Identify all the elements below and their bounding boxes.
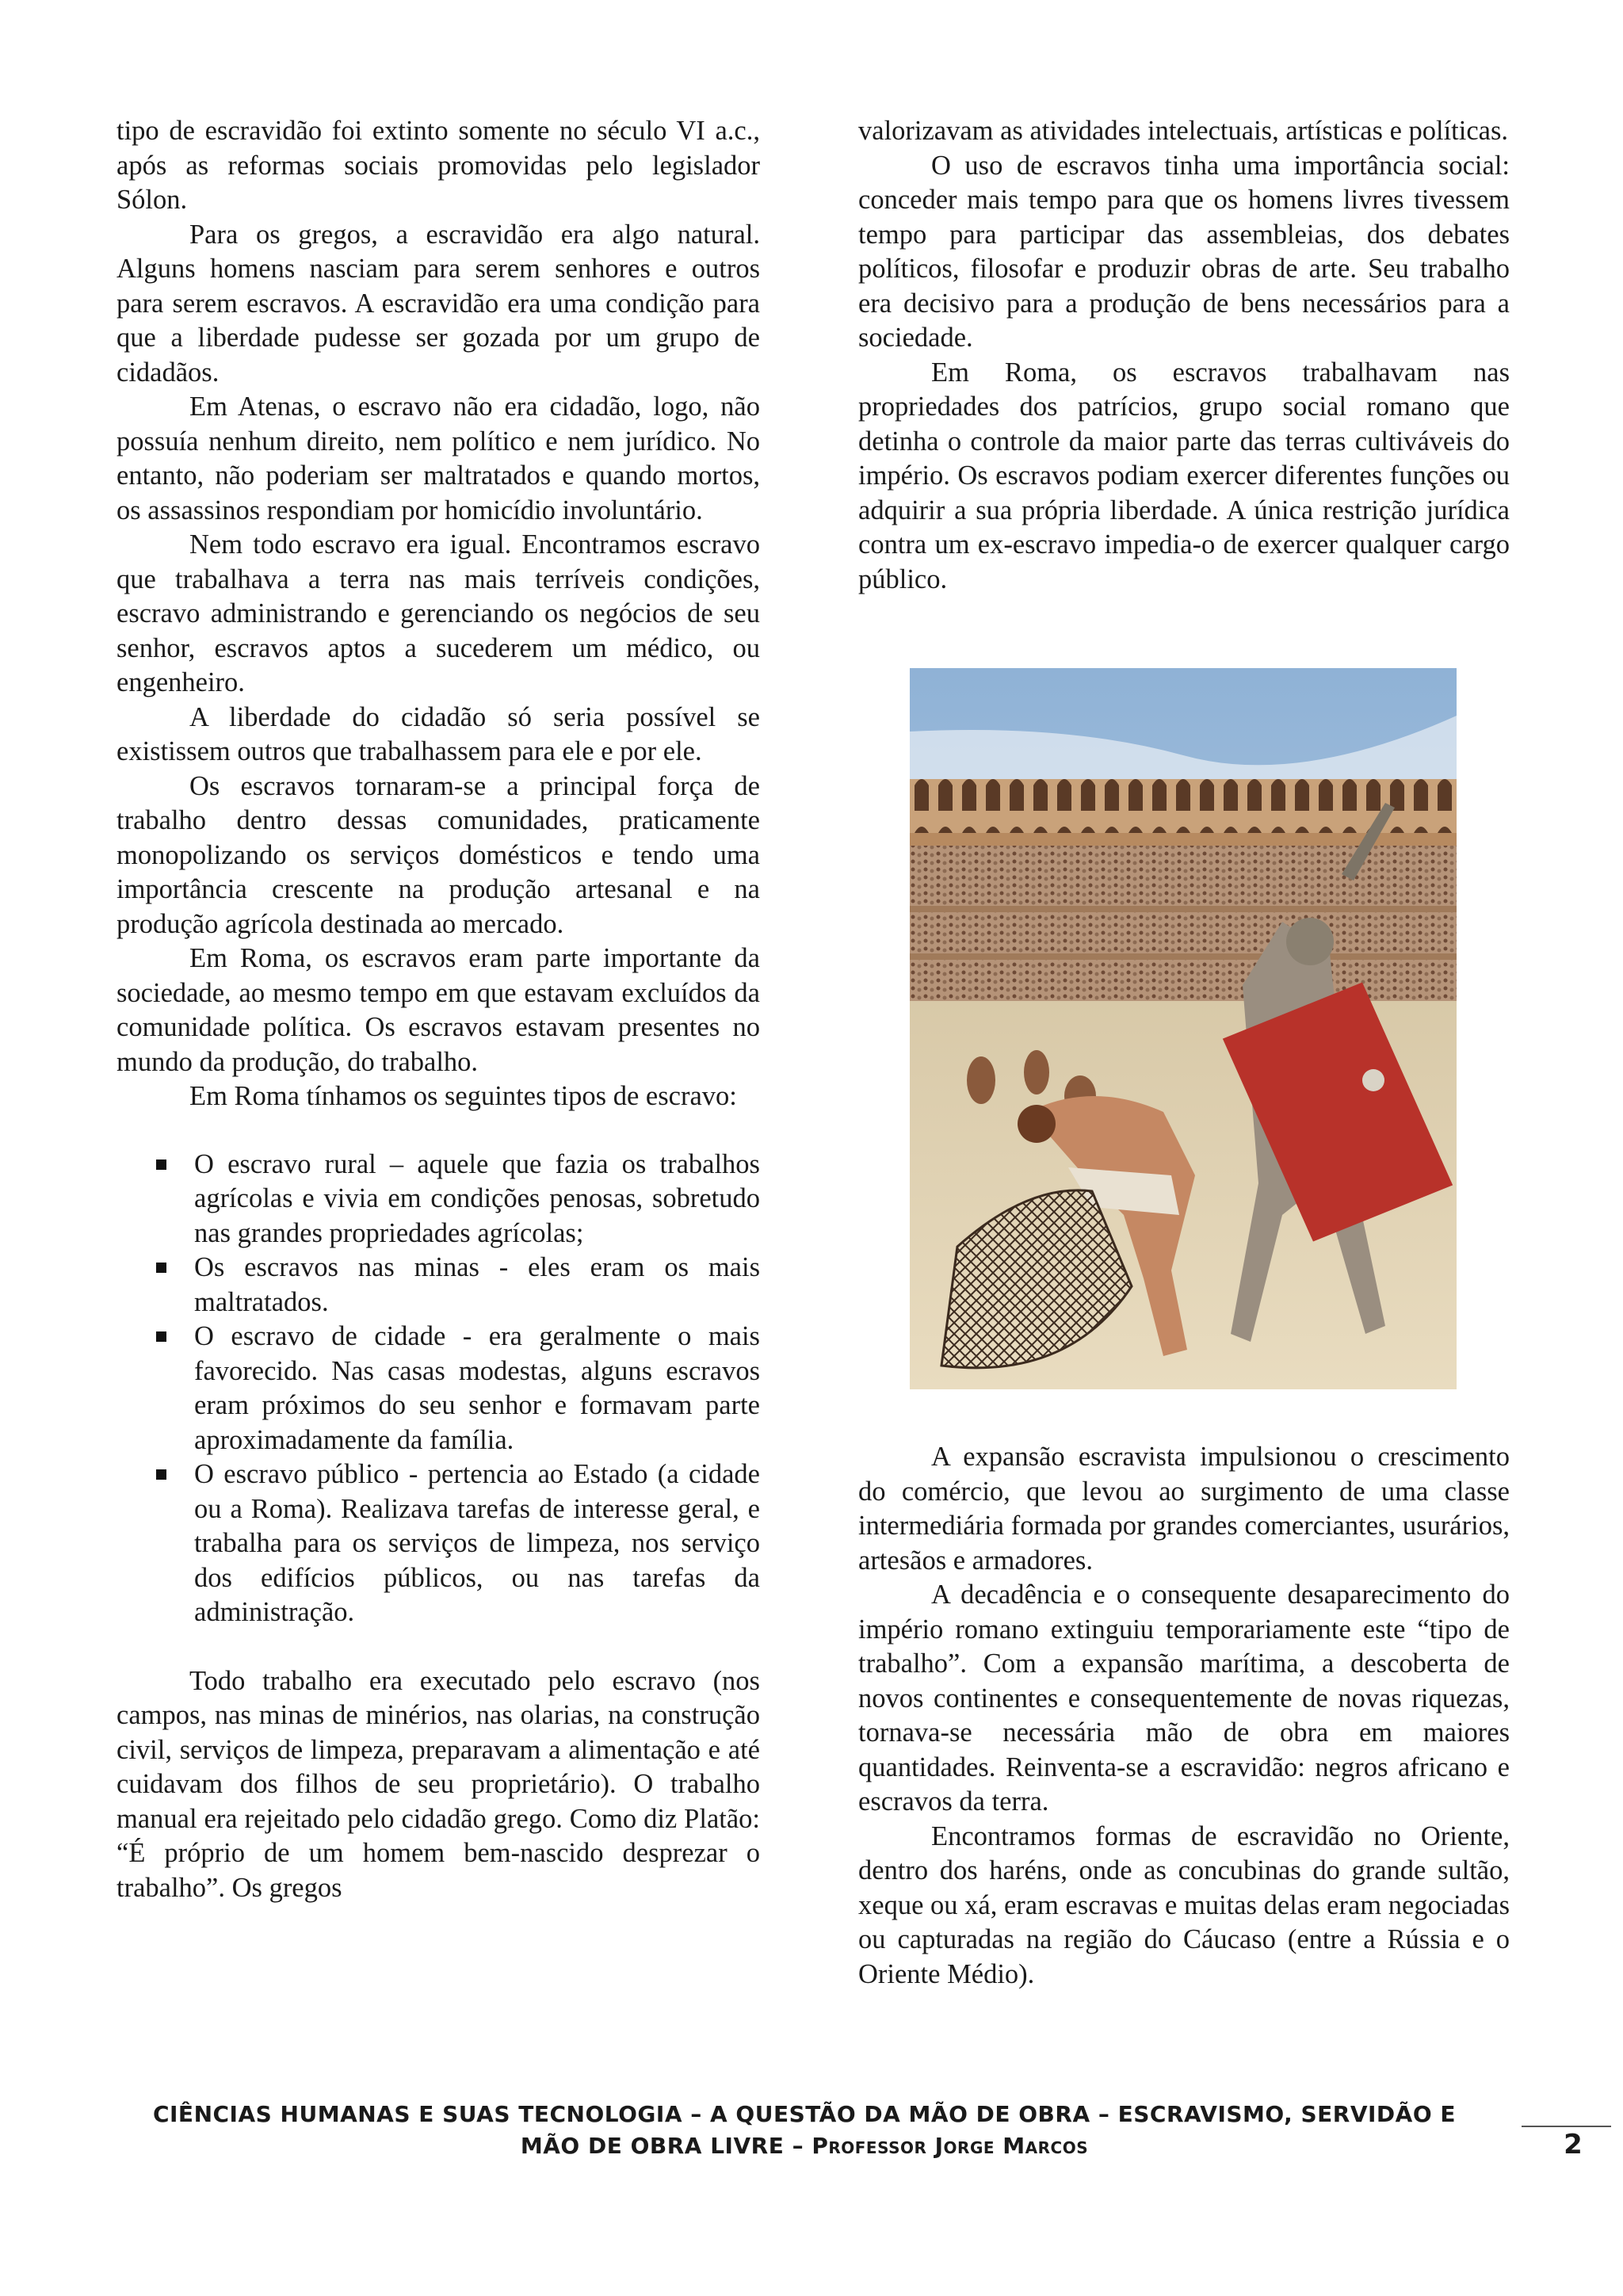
paragraph: Para os gregos, a escravidão era algo natural. Alguns homens nasciam para serem senhores e outros para serem escravos. A escravidão era uma condição para que a liberdade pudesse ser gozada por um grupo de cidadãos. [116, 219, 760, 388]
list-item [116, 1251, 760, 1320]
footer-title-end: MÃO DE OBRA LIVRE – [520, 2133, 804, 2159]
footer-author: Professor Jorge Marcos [812, 2133, 1089, 2159]
paragraph: A expansão escravista impulsionou o crescimento do comércio, que levou ao surgimento de uma classe intermediária formada por grandes comerciantes, usurários, artesãos e armadores. [858, 1442, 1510, 1576]
paragraph: Nem todo escravo era igual. Encontramos escravo que trabalhava a terra nas mais terríveis condições, escravo administrando e gerenciando os negócios de seu senhor, escravos aptos a sucederem um médico, ou engenheiro. [116, 529, 760, 697]
paragraph: Em Atenas, o escravo não era cidadão, logo, não possuía nenhum direito, nem político e nem jurídico. No entanto, não poderiam ser maltratados e quando mortos, os assassinos respondiam por homicídio involuntário. [116, 392, 760, 525]
square-bullet-icon [156, 1469, 166, 1480]
paragraph: Os escravos tornaram-se a principal força de trabalho dentro dessas comunidades, praticamente monopolizando os serviços domésticos e tendo uma importância crescente na produção artesanal e na produção agrícola destinada ao mercado. [116, 770, 760, 939]
paragraph: Todo trabalho era executado pelo escravo (nos campos, nas minas de minérios, nas olarias, na construção civil, serviços de limpeza, preparavam a alimentação e até cuidavam dos filhos de seu proprietário). O trabalho manual era rejeitado pelo cidadão grego. Como diz Platão: “É próprio de um homem bem-nascido desprezar o trabalho”. Os gregos [116, 1665, 760, 1903]
footer [87, 2099, 1522, 2162]
paragraph: A liberdade do cidadão só seria possível se existissem outros que trabalhassem para ele e por ele. [116, 701, 760, 766]
paragraph: A decadência e o consequente desaparecimento do império romano extinguiu temporariamente este “tipo de trabalho”. Com a expansão marítima, a descoberta de novos continentes e consequentemente de novas riquezas, tornava-se necessária mão de obra em maiores quantidades. Reinventa-se a escravidão: negros africano e escravos da terra. [858, 1580, 1510, 1817]
square-bullet-icon [156, 1331, 166, 1342]
list-item-text: Os escravos nas minas - eles eram os mais maltratados. [194, 1252, 760, 1317]
page-number: 2 [1564, 2129, 1583, 2160]
paragraph: Em Roma, os escravos trabalhavam nas propriedades dos patrícios, grupo social romano que detinha o controle da maior parte das terras cultiváveis do império. Os escravos podiam exercer diferentes funções ou adquirir a sua própria liberdade. A única restrição jurídica contra um ex-escravo impedia-o de exercer qualquer cargo público. [858, 357, 1510, 594]
square-bullet-icon [156, 1263, 166, 1273]
footer-line-2 [87, 2130, 1522, 2162]
paragraph: O uso de escravos tinha uma importância social: conceder mais tempo para que os homens livres tivessem tempo para participar das assembleias, dos debates políticos, filosofar e produzir obras de arte. Seu trabalho era decisivo para a produção de bens necessários para a sociedade. [858, 150, 1510, 353]
footer-line-1: CIÊNCIAS HUMANAS E SUAS TECNOLOGIA – A QUESTÃO DA MÃO DE OBRA – ESCRAVISMO, SERVIDÃO E [152, 2101, 1457, 2127]
paragraph: Encontramos formas de escravidão no Oriente, dentro dos haréns, onde as concubinas do grande sultão, xeque ou xá, eram escravas e muitas delas eram negociadas ou capturadas na região do Cáucaso (entre a Rússia e o Oriente Médio). [858, 1820, 1510, 1989]
list-item-text: O escravo rural – aquele que fazia os trabalhos agrícolas e vivia em condições penosas, sobretudo nas grandes propriedades agrícolas; [194, 1148, 760, 1248]
paragraph: tipo de escravidão foi extinto somente no século VI a.c., após as reformas sociais promovidas pelo legislador Sólon. [116, 116, 760, 215]
square-bullet-icon [156, 1159, 166, 1170]
list-item-text: O escravo público - pertencia ao Estado (a cidade ou a Roma). Realizava tarefas de interesse geral, e trabalha para os serviços de limpeza, nos serviço dos edifícios públicos, ou nas tarefas da administração. [194, 1459, 760, 1627]
paragraph: Em Roma tínhamos os seguintes tipos de escravo: [189, 1081, 737, 1111]
list-item-text: O escravo de cidade - era geralmente o mais favorecido. Nas casas modestas, alguns escravos eram próximos do seu senhor e formavam parte aproximadamente da família. [194, 1321, 760, 1455]
list-item [116, 1320, 760, 1457]
left-column [116, 114, 760, 1905]
gladiator-arena-illustration [910, 668, 1457, 1389]
paragraph: valorizavam as atividades intelectuais, artísticas e políticas. [858, 116, 1509, 146]
paragraph: Em Roma, os escravos eram parte importante da sociedade, ao mesmo tempo em que estavam excluídos da comunidade política. Os escravos estavam presentes no mundo da produção, do trabalho. [116, 943, 760, 1077]
list-item [116, 1148, 760, 1251]
list-item [116, 1457, 760, 1630]
slave-types-list [116, 1148, 760, 1630]
